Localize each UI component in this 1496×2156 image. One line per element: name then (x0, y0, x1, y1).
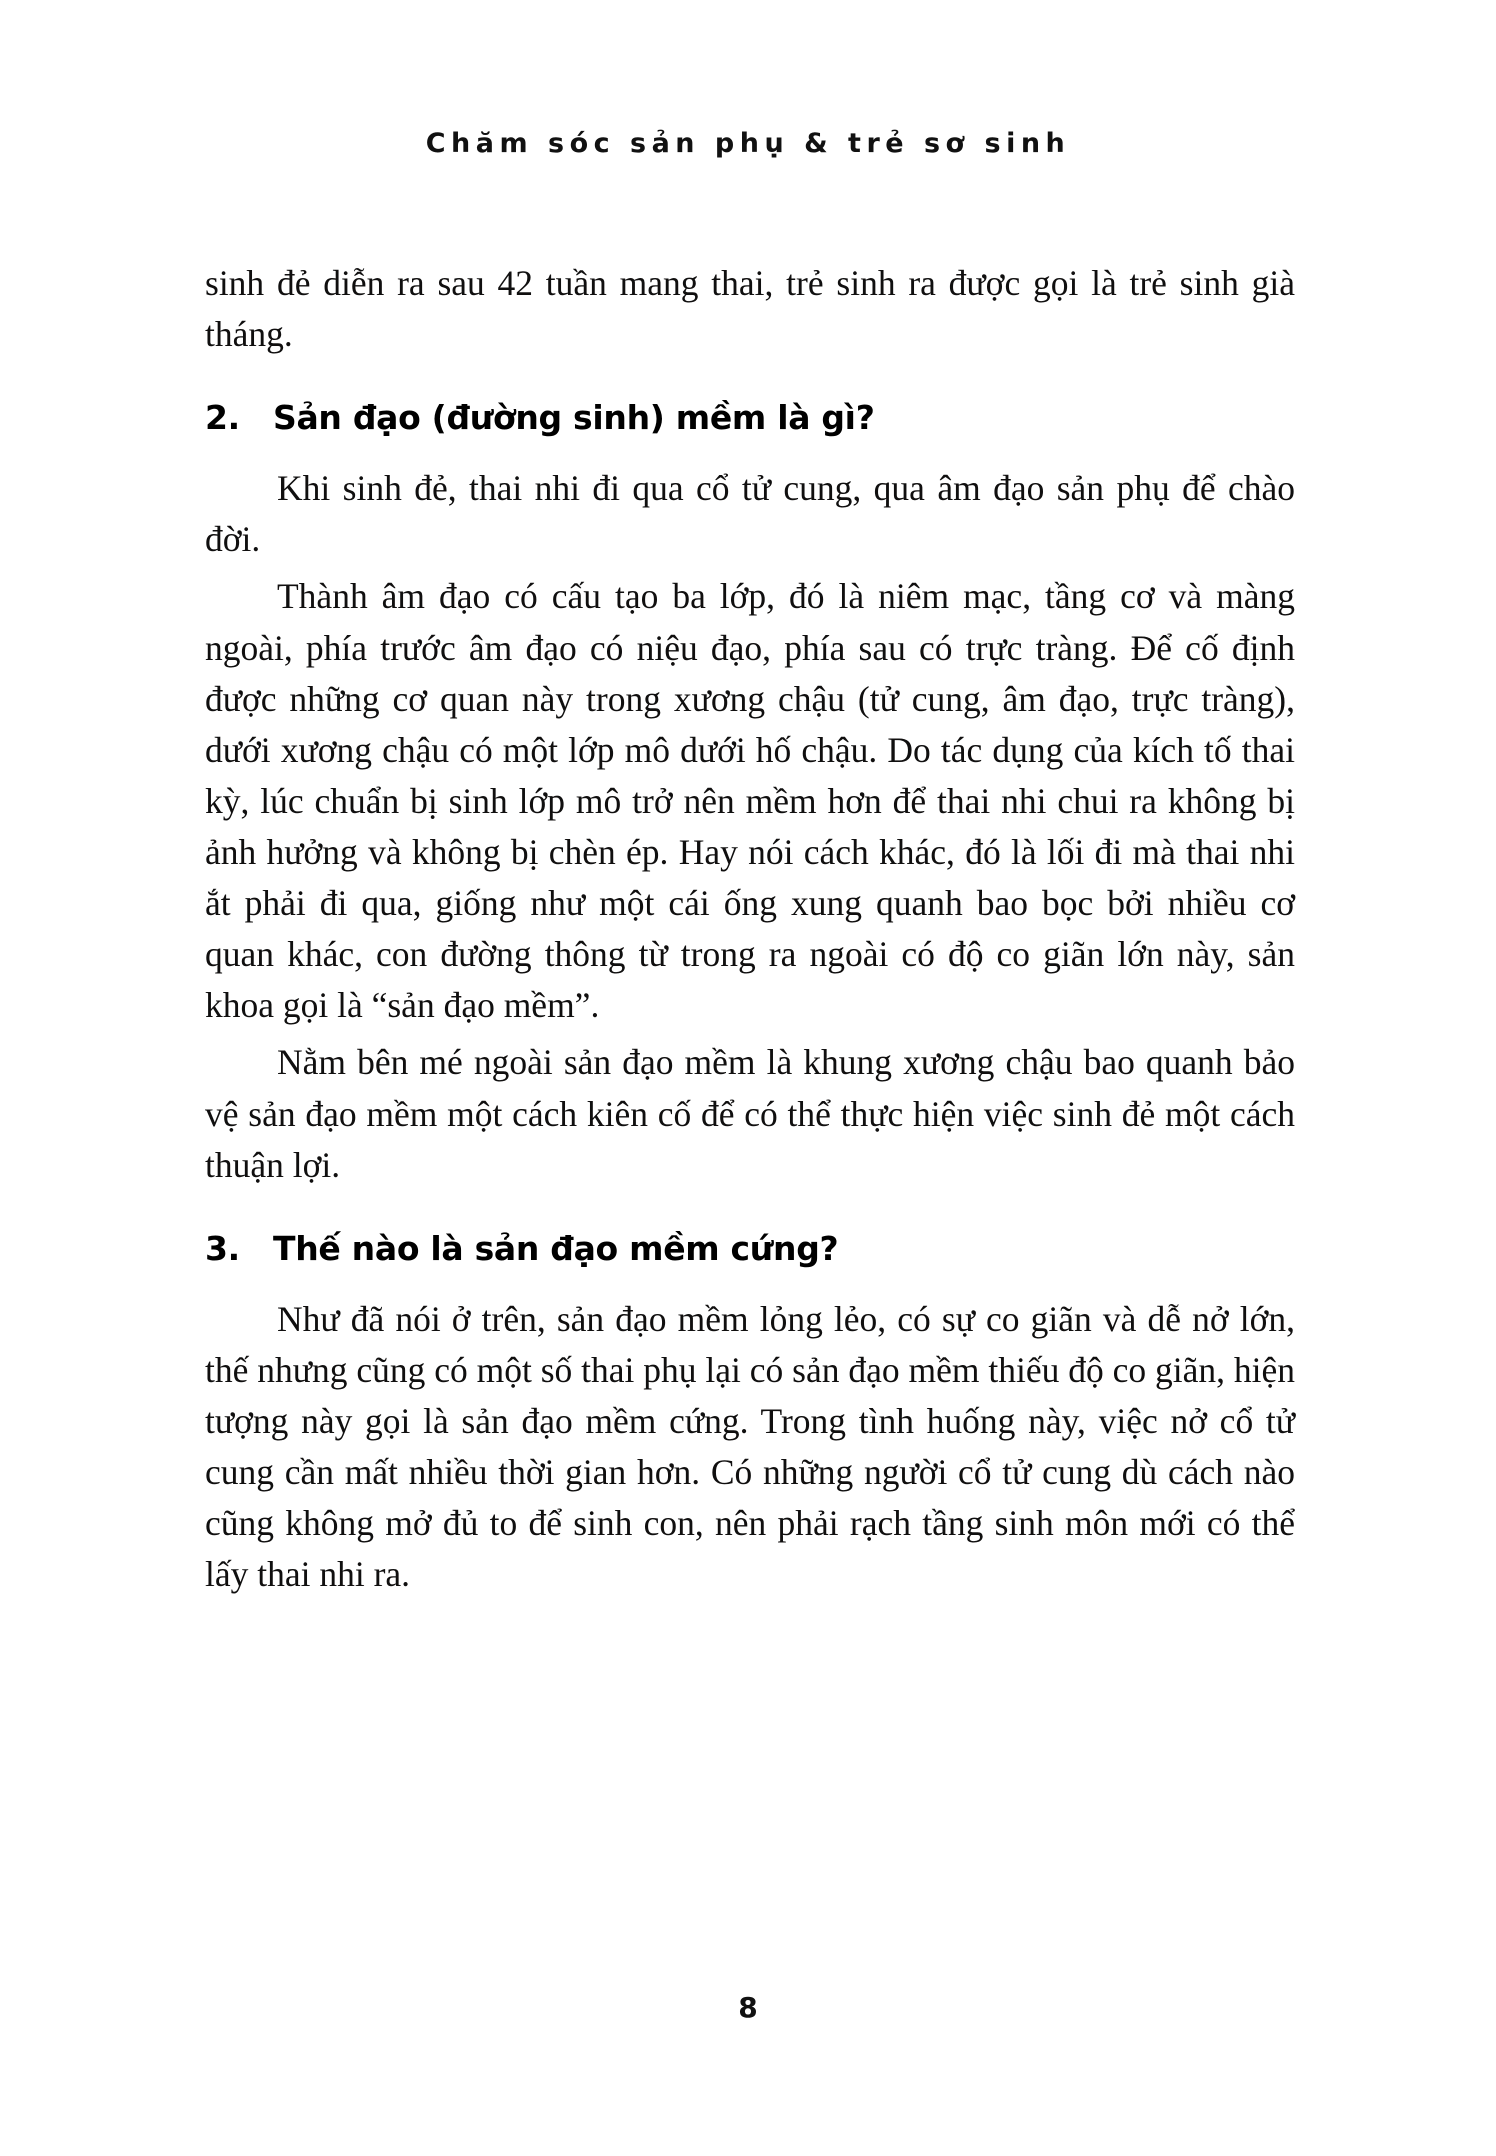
paragraph: Như đã nói ở trên, sản đạo mềm lỏng lẻo, có sự co giãn và dễ nở lớn, thế nhưng cũng có một số thai phụ lại có sản đạo mềm thiếu độ co giãn, hiện tượng này gọi là sản đạo mềm cứng. Trong tình huống này, việc nở cổ tử cung cần mất nhiều thời gian hơn. Có những người cổ tử cung dù cách nào cũng không mở đủ to để sinh con, nên phải rạch tầng sinh môn mới có thể lấy thai nhi ra. (205, 1298, 1295, 1595)
running-head: Chăm sóc sản phụ & trẻ sơ sinh (425, 128, 1071, 159)
section-title: Sản đạo (đường sinh) mềm là gì? (273, 398, 875, 438)
section-title: Thế nào là sản đạo mềm cứng? (273, 1228, 839, 1268)
paragraph: sinh đẻ diễn ra sau 42 tuần mang thai, trẻ sinh ra được gọi là trẻ sinh già tháng. (205, 263, 1295, 355)
page-content (205, 258, 1295, 1606)
section-heading-3 (205, 1229, 1295, 1268)
paragraph: Khi sinh đẻ, thai nhi đi qua cổ tử cung, qua âm đạo sản phụ để chào đời. (205, 468, 1295, 560)
paragraph: Nằm bên mé ngoài sản đạo mềm là khung xương chậu bao quanh bảo vệ sản đạo mềm một cách kiên cố để có thể thực hiện việc sinh đẻ một cách thuận lợi. (205, 1042, 1295, 1185)
section-heading-2 (205, 398, 1295, 437)
page-number: 8 (738, 1991, 758, 2024)
section-number: 2. (205, 398, 240, 438)
paragraph: Thành âm đạo có cấu tạo ba lớp, đó là niêm mạc, tầng cơ và màng ngoài, phía trước âm đạo có niệu đạo, phía sau có trực tràng. Để cố định được những cơ quan này trong xương chậu (tử cung, âm đạo, trực tràng), dưới xương chậu có một lớp mô dưới hố chậu. Do tác dụng của kích tố thai kỳ, lúc chuẩn bị sinh lớp mô trở nên mềm hơn để thai nhi chui ra không bị ảnh hưởng và không bị chèn ép. Hay nói cách khác, đó là lối đi mà thai nhi ắt phải đi qua, giống như một cái ống xung quanh bao bọc bởi nhiều cơ quan khác, con đường thông từ trong ra ngoài có độ co giãn lớn này, sản khoa gọi là “sản đạo mềm”. (205, 576, 1295, 1026)
section-number: 3. (205, 1228, 240, 1268)
